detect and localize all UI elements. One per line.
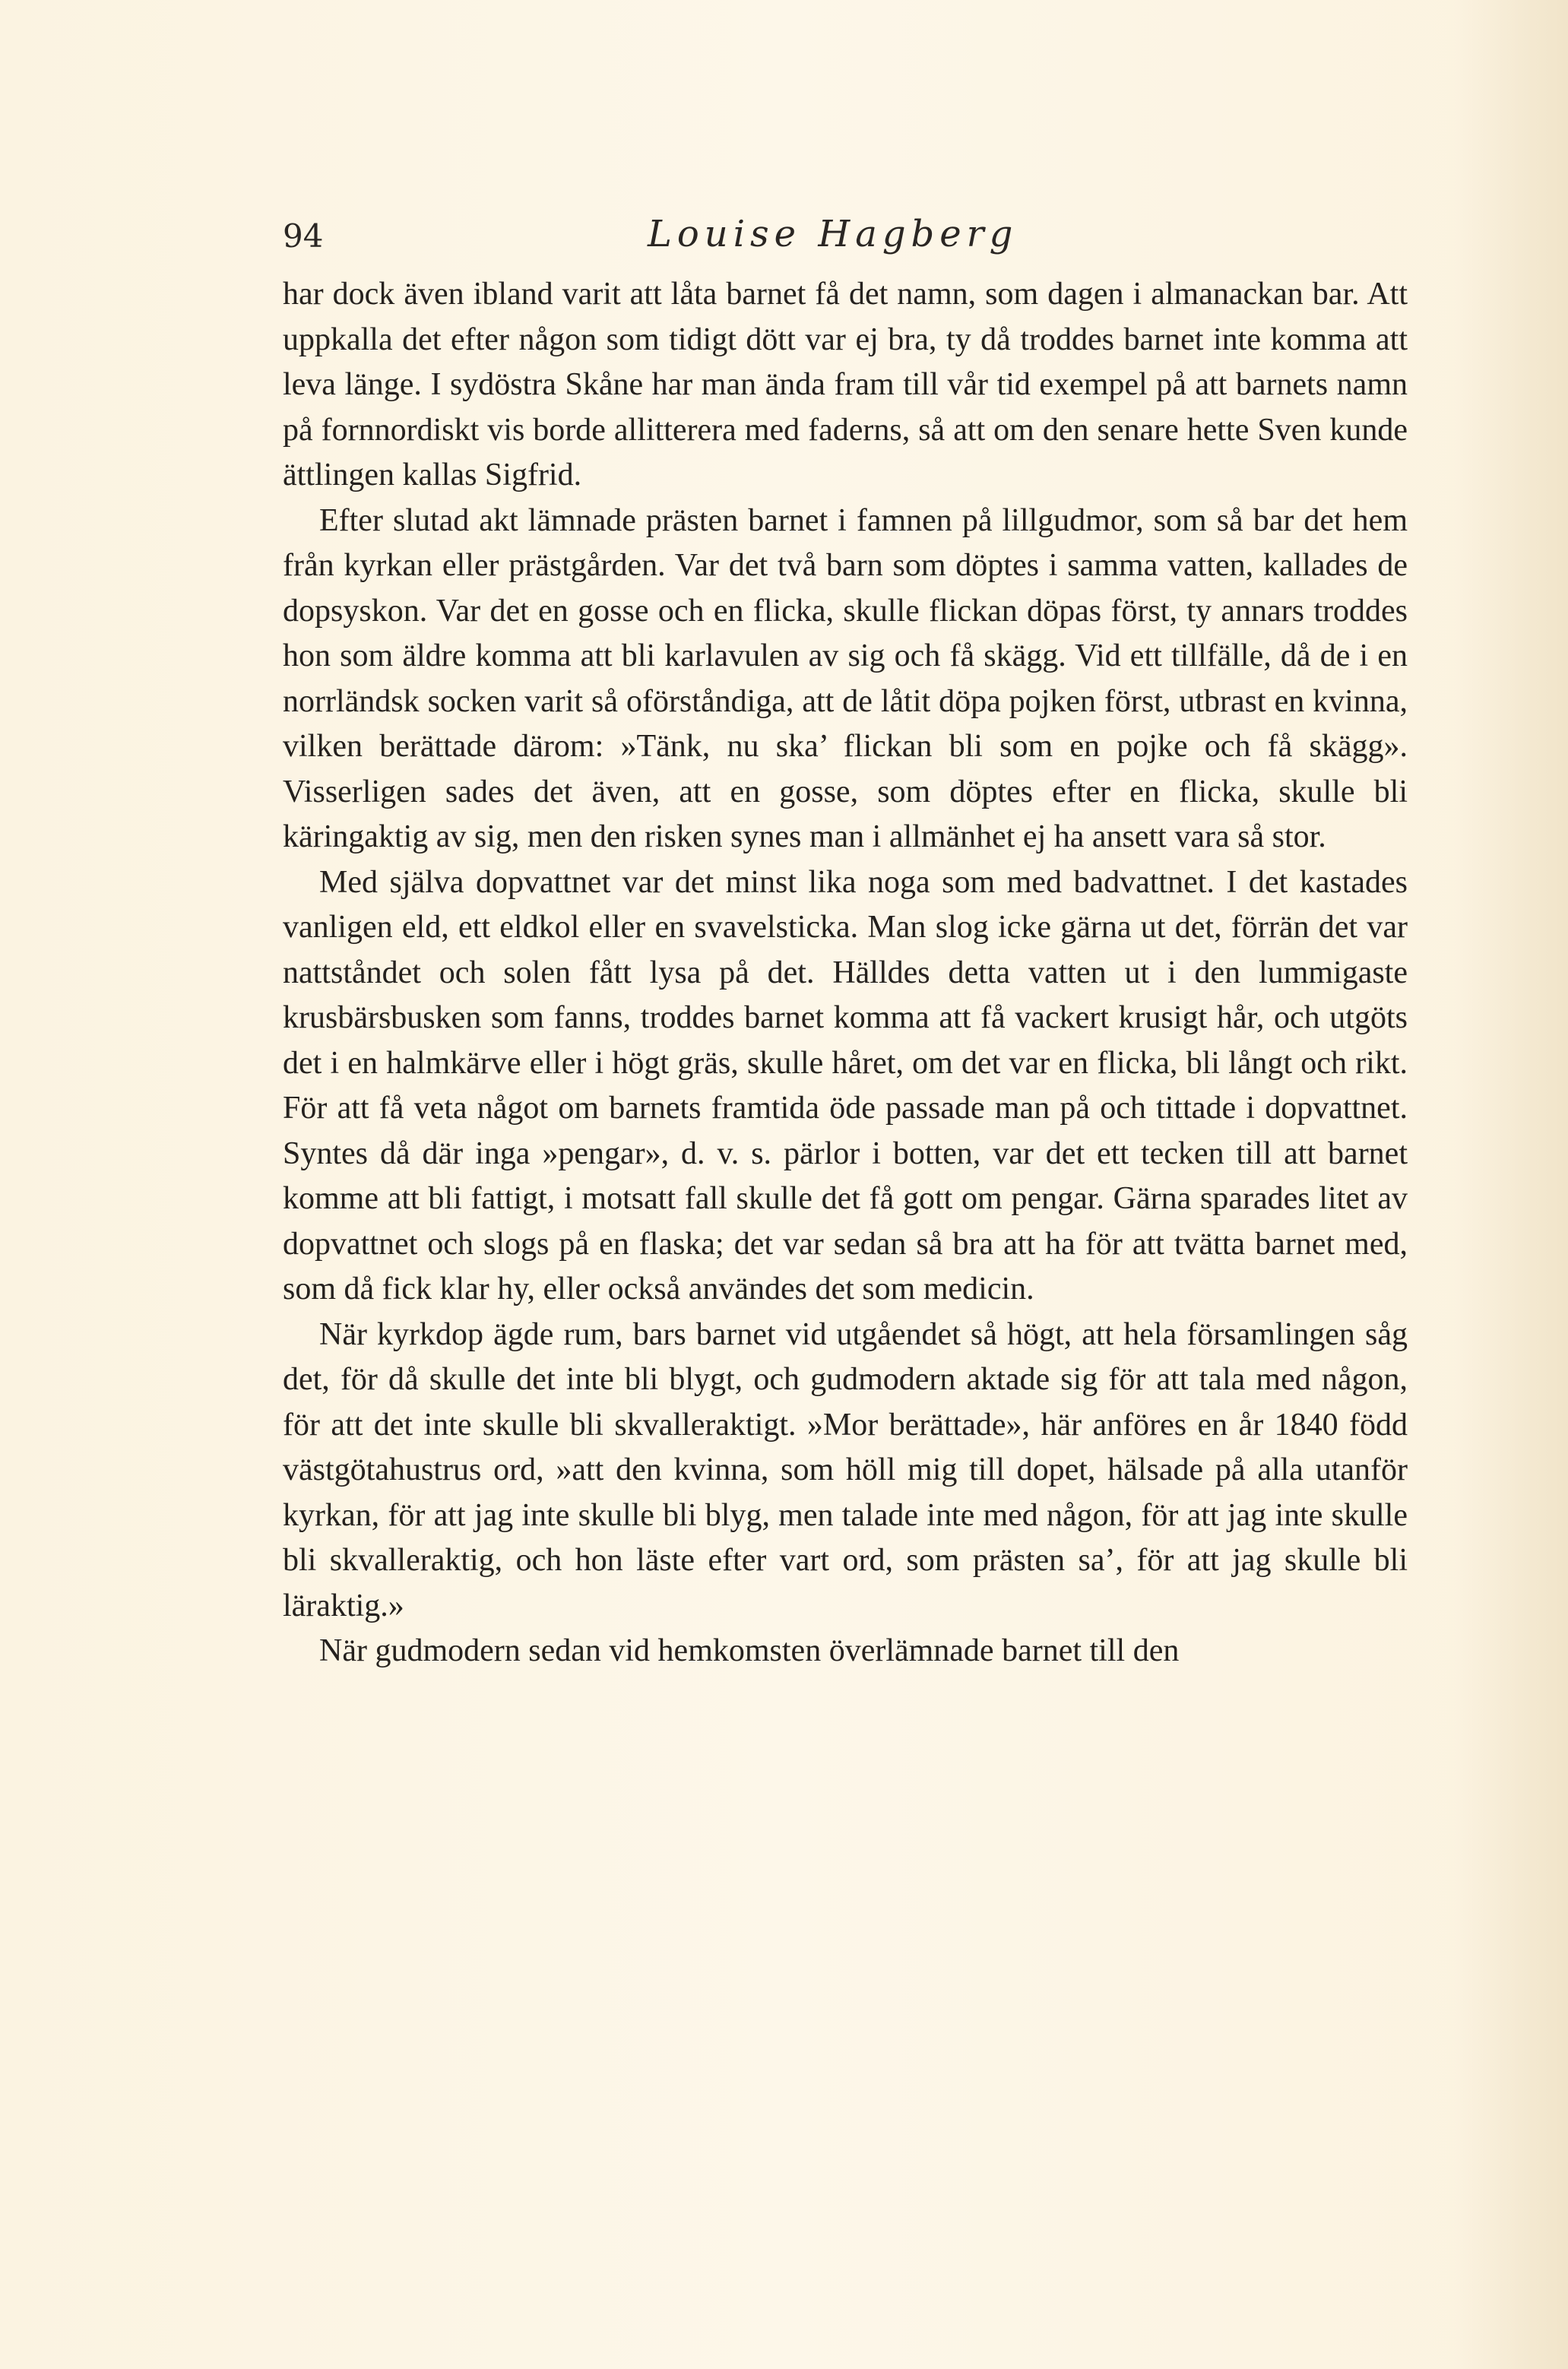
- paragraph: Med själva dopvattnet var det minst lika noga som med badvattnet. I det kastades vanligen eld, ett eldkol eller en svavelsticka. Man slog icke gärna ut det, förrän det var nattståndet och solen fått lysa på det. Hälldes detta vatten ut i den lummigaste krusbärsbusken som fanns, troddes barnet komma att få vackert krusigt hår, och utgöts det i en halmkärve eller i högt gräs, skulle håret, om det var en flicka, bli långt och rikt. För att få veta något om barnets framtida öde passade man på och tittade i dopvattnet. Syntes då där inga »pengar», d. v. s. pärlor i botten, var det ett tecken till att barnet komme att bli fattigt, i motsatt fall skulle det få gott om pengar. Gärna sparades litet av dopvattnet och slogs på en flaska; det var sedan så bra att ha för att tvätta barnet med, som då fick klar hy, eller också användes det som medicin.: [283, 864, 1408, 1306]
- paragraph: När gudmodern sedan vid hemkomsten överlämnade barnet till den: [319, 1633, 1180, 1668]
- page-edge-shadow: [1454, 0, 1568, 2369]
- running-head: Louise Hagberg: [648, 213, 1018, 255]
- page-number: 94: [283, 217, 324, 255]
- paragraph: När kyrkdop ägde rum, bars barnet vid utgåendet så högt, att hela församlingen såg det, för då skulle det inte bli blygt, och gudmodern aktade sig för att tala med någon, för att det inte skulle bli skvalleraktigt. »Mor berättade», här anföres en år 1840 född västgötahustrus ord, »att den kvinna, som höll mig till dopet, hälsade på alla utanför kyrkan, för att jag inte skulle bli blyg, men talade inte med någon, för att jag inte skulle bli skvalleraktig, och hon läste efter vart ord, som prästen sa’, för att jag skulle bli läraktig.»: [283, 1316, 1408, 1623]
- paragraph: Efter slutad akt lämnade prästen barnet i famnen på lillgudmor, som så bar det hem från kyrkan eller prästgården. Var det två barn som döptes i samma vatten, kallades de dopsyskon. Var det en gosse och en flicka, skulle flickan döpas först, ty annars troddes hon som äldre komma att bli karlavulen av sig och få skägg. Vid ett tillfälle, då de i en norrländsk socken varit så oförståndiga, att de låtit döpa pojken först, utbrast en kvinna, vilken berättade därom: »Tänk, nu ska’ flickan bli som en pojke och få skägg». Visserligen sades det även, att en gosse, som döptes efter en flicka, skulle bli käringaktig av sig, men den risken synes man i allmänhet ej ha ansett vara så stor.: [283, 502, 1408, 854]
- body-text: [283, 272, 1408, 1674]
- paragraph: har dock även ibland varit att låta barnet få det namn, som dagen i almanackan bar. Att uppkalla det efter någon som tidigt dött var ej bra, ty då troddes barnet inte komma att leva länge. I sydöstra Skåne har man ända fram till vår tid exempel på att barnets namn på fornnordiskt vis borde allitterera med faderns, så att om den senare hette Sven kunde ättlingen kallas Sigfrid.: [283, 277, 1408, 492]
- page-header: [283, 207, 1408, 268]
